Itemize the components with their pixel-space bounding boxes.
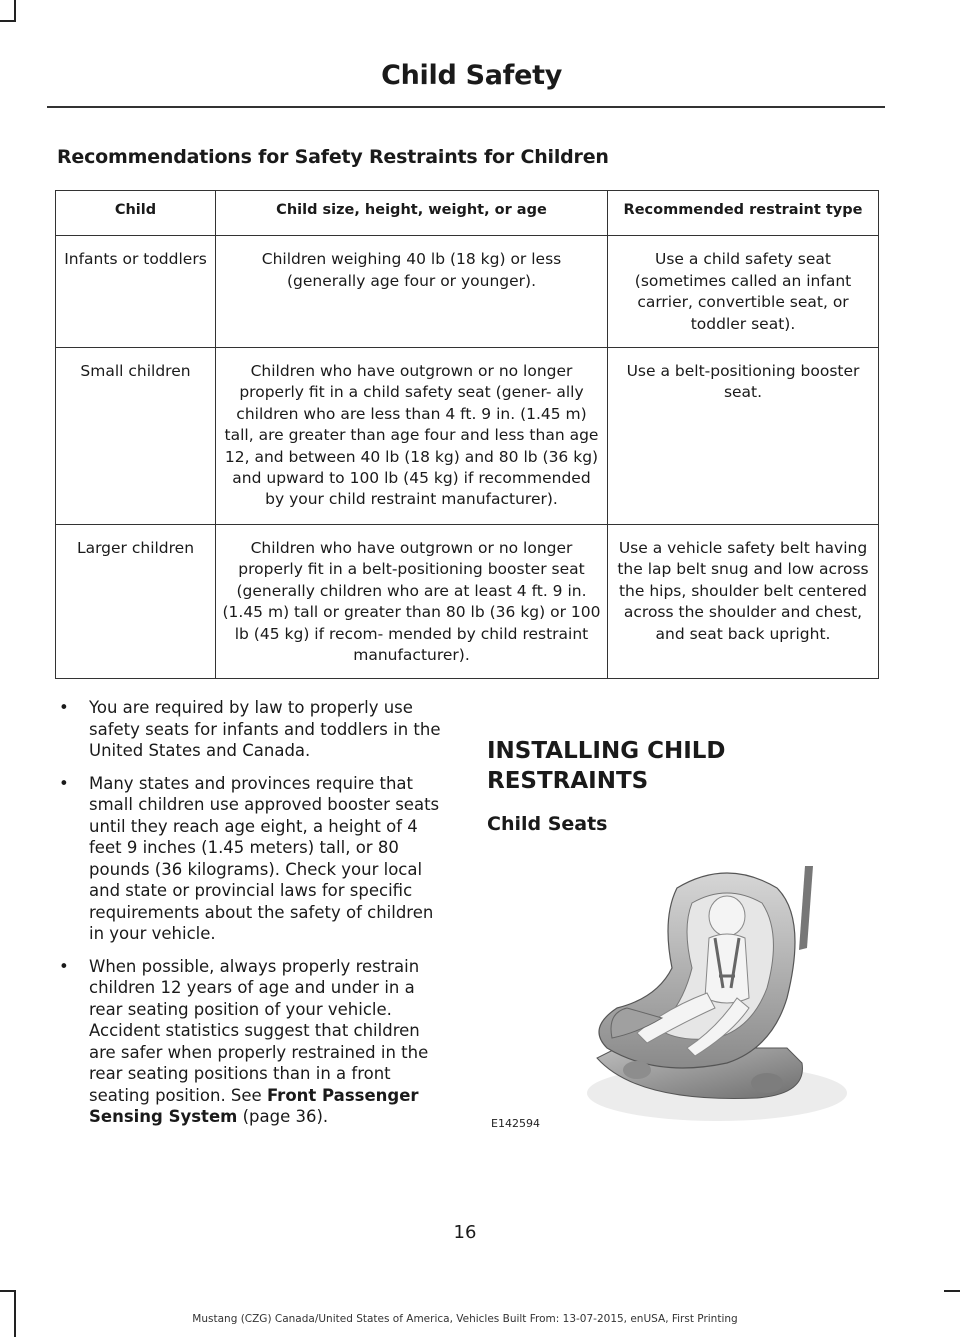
table-cell: Children weighing 40 lb (18 kg) or less (generally age four or younger).: [216, 236, 608, 348]
crop-mark: [944, 1290, 960, 1292]
list-item: [57, 773, 449, 945]
table-row: [56, 348, 879, 525]
bullet-glyph: •: [59, 698, 69, 717]
list-item: [57, 956, 449, 1128]
page-number: 16: [453, 1222, 477, 1243]
table-cell: Infants or toddlers: [56, 236, 216, 348]
figure-label: E142594: [491, 1117, 540, 1130]
table-cell: Use a vehicle safety belt having the lap belt snug and low across the hips, shoulder belt centered across the shoulder and chest, and seat back upright.: [608, 524, 879, 678]
page-reference: (page 36).: [242, 1107, 329, 1126]
list-item: [57, 697, 449, 762]
table-cell: Children who have outgrown or no longer properly fit in a belt-positioning booster seat (generally children who are at least 4 ft. 9 in. (1.45 m) tall or greater than 80 lb (36 kg) or 100 lb (45 kg) if recom- mended by child restraint manufacturer).: [216, 524, 608, 678]
crop-mark: [0, 20, 16, 22]
header-divider: [47, 106, 885, 108]
table-cell: Children who have outgrown or no longer properly fit in a child safety seat (gener- ally children who are less than 4 ft. 9 in. (1.45 m) tall, are greater than age four and less than age 12, and between 40 lb (18 kg) and 80 lb (36 kg) and upward to 100 lb (45 kg) if recommended by your child restraint manufacturer).: [216, 348, 608, 525]
restraint-recommendations-table: [55, 190, 879, 679]
table-row: [56, 236, 879, 348]
cross-reference-link[interactable]: Front Passenger Sensing System: [89, 1085, 419, 1126]
page-footer: Mustang (CZG) Canada/United States of America, Vehicles Built From: 13-07-2015, enUSA, First Printing: [192, 1313, 738, 1325]
table-row: [56, 524, 879, 678]
crop-mark: [14, 0, 16, 22]
crop-mark: [0, 1290, 16, 1292]
installing-heading: INSTALLING CHILD RESTRAINTS: [487, 738, 726, 794]
table-cell: Use a child safety seat (sometimes called an infant carrier, convertible seat, or toddler seat).: [608, 236, 879, 348]
section-title: Recommendations for Safety Restraints for Children: [57, 146, 609, 168]
list-item-text: Many states and provinces require that small children use approved booster seats until they reach age eight, a height of 4 feet 9 inches (1.45 meters) tall, or 80 pounds (36 kilograms). Check your local and state or provincial laws for specific requirements about the safety of children in your vehicle.: [89, 773, 440, 943]
child-seats-subheading: Child Seats: [487, 813, 608, 835]
bullet-glyph: •: [59, 956, 69, 976]
table-header-row: [56, 191, 879, 236]
page-header-title: Child Safety: [381, 60, 562, 91]
column-header-restraint: Recommended restraint type: [608, 191, 879, 236]
table-cell: Larger children: [56, 524, 216, 678]
table-cell: Use a belt-positioning booster seat.: [608, 348, 879, 525]
list-item-text: When possible, always properly restrain children 12 years of age and under in a rear seating position of your vehicle. Accident statistics suggest that children are safer when properly restrained in the rear seating positions than in a front seating position. See: [89, 956, 429, 1105]
child-seat-illustration: [487, 858, 867, 1138]
column-header-size: Child size, height, weight, or age: [216, 191, 608, 236]
safety-bullet-list: [57, 697, 449, 1139]
bullet-glyph: •: [59, 773, 69, 793]
column-header-child: Child: [56, 191, 216, 236]
table-cell: Small children: [56, 348, 216, 525]
list-item-text: You are required by law to properly use safety seats for infants and toddlers in the United States and Canada.: [89, 698, 441, 760]
